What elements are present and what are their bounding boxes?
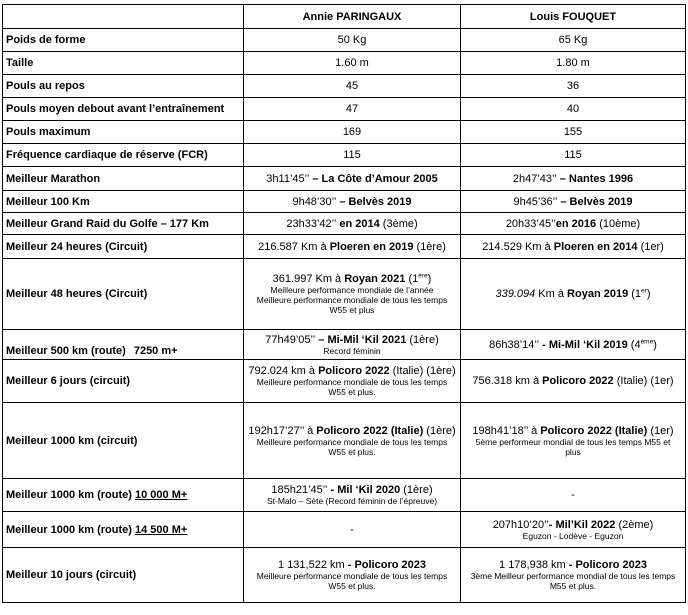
label-text: Meilleur 500 km (route)	[6, 345, 126, 357]
rank-close: )	[427, 273, 432, 285]
row-pouls-repos	[3, 75, 686, 98]
louis-value	[461, 235, 686, 259]
place: – Belvès 2019	[557, 195, 633, 208]
place: – Belvès 2019	[336, 195, 412, 208]
time: 185h21’45’’	[271, 484, 328, 496]
rank-sup: er	[641, 287, 647, 295]
louis-value	[461, 259, 686, 330]
annie-value	[244, 213, 461, 235]
louis-value	[461, 512, 686, 548]
year: en 2014	[336, 217, 380, 230]
distance: 339.094	[495, 288, 536, 300]
row-label	[3, 330, 244, 360]
rank-open: (1	[405, 273, 419, 285]
annie-value: 115	[244, 144, 461, 167]
row-marathon	[3, 167, 686, 191]
annie-value: 169	[244, 121, 461, 144]
annie-value: 45	[244, 75, 461, 98]
time: 86h38’14’’	[489, 338, 540, 351]
louis-value: 36	[461, 75, 686, 98]
place: Policoro 2022	[542, 375, 614, 387]
rank-sup: ème	[640, 337, 654, 345]
rank: (3ème)	[379, 217, 418, 230]
time: 2h47’43’’	[512, 172, 557, 185]
row-pouls-max	[3, 121, 686, 144]
row-label: Meilleur Marathon	[3, 167, 244, 191]
comparison-table	[2, 4, 686, 603]
row-taille	[3, 52, 686, 75]
louis-value: 155	[461, 121, 686, 144]
louis-value	[461, 213, 686, 235]
row-pouls-moyen	[3, 98, 686, 121]
unit: Km à	[535, 288, 568, 300]
note: W55 et plus.	[328, 446, 376, 457]
distance: 216.587 Km à	[258, 240, 330, 253]
time: 20h33’45’’	[505, 217, 556, 230]
event: - Policoro 2023	[344, 559, 426, 571]
row-grand-raid	[3, 213, 686, 235]
note: Meilleure performance mondiale de tous les temps	[256, 571, 448, 581]
louis-value: 115	[461, 144, 686, 167]
time: 9h48’30’’	[292, 195, 337, 208]
distance: 1 178,938 km	[499, 559, 566, 571]
distance: 1 131,522 km	[278, 559, 345, 571]
note: Meilleure performance mondiale de tous les temps	[256, 377, 448, 387]
rank: (1ère)	[400, 484, 433, 496]
note: plus	[565, 446, 581, 457]
louis-value: 1.80 m	[461, 52, 686, 75]
rank: (1ère)	[406, 333, 439, 346]
note: Meilleure performance mondiale de tous les temps	[256, 295, 448, 305]
label-suffix: (Circuit)	[105, 288, 148, 300]
place: Royan 2021	[344, 273, 406, 285]
mid: à	[528, 424, 541, 437]
louis-value: -	[461, 479, 686, 512]
label-text: Meilleur 1000 km (route)	[6, 523, 132, 536]
row-label: Pouls moyen debout avant l’entraînement	[3, 98, 244, 121]
label-suffix: 10 000 M+	[135, 489, 188, 501]
place: Policoro 2022	[318, 365, 390, 377]
rank: (1ère)	[413, 240, 446, 253]
rest: (Italie) (1ère)	[389, 365, 456, 377]
label-suffix: 7250 m+	[133, 345, 178, 357]
louis-value: 40	[461, 98, 686, 121]
annie-value	[244, 548, 461, 603]
annie-value: -	[244, 512, 461, 548]
mid: à	[304, 424, 317, 437]
rank-close: )	[653, 338, 657, 351]
time: 192h17’27’’	[248, 424, 305, 437]
event: - Policoro 2023	[565, 559, 647, 571]
time: 198h41’18’’	[472, 424, 529, 437]
note: 5ème performeur mondial de tous les temps M55 et	[475, 436, 671, 447]
time: 9h45’36’’	[513, 195, 558, 208]
row-48h	[3, 259, 686, 330]
louis-value	[461, 330, 686, 360]
row-10-jours	[3, 548, 686, 603]
header-row	[3, 5, 686, 29]
row-fcr	[3, 144, 686, 167]
row-label: Taille	[3, 52, 244, 75]
rank: (1ère)	[423, 424, 456, 437]
note: W55 et plus	[329, 305, 375, 315]
row-label: Poids de forme	[3, 29, 244, 52]
louis-value	[461, 360, 686, 403]
row-label: Meilleur Grand Raid du Golfe – 177 Km	[3, 213, 244, 235]
header-empty-cell	[3, 5, 244, 29]
note: Meilleure performance mondiale de l’année	[270, 285, 434, 295]
note: St-Malo – Sète (Record féminin de l’épreuve)	[266, 496, 438, 506]
header-annie: Annie PARINGAUX	[244, 5, 461, 29]
row-label	[3, 512, 244, 548]
annie-value	[244, 360, 461, 403]
place: Ploeren en 2019	[329, 240, 414, 253]
louis-value	[461, 167, 686, 191]
rank: (10ème)	[596, 217, 641, 230]
annie-value	[244, 259, 461, 330]
row-label: Meilleur 10 jours (circuit)	[3, 548, 244, 603]
distance: 756.318 km à	[472, 375, 543, 387]
annie-value	[244, 235, 461, 259]
row-label: Pouls au repos	[3, 75, 244, 98]
note: M55 et plus.	[549, 581, 597, 591]
year: en 2016	[555, 217, 597, 230]
place: Policoro 2022 (Italie)	[540, 424, 648, 437]
place: – Nantes 1996	[556, 172, 634, 185]
event: - Mil’Kil 2022	[548, 518, 616, 531]
rank: (1er)	[647, 424, 674, 437]
louis-value	[461, 403, 686, 479]
event: - Mil ‘Kil 2020	[327, 484, 401, 496]
note: Eguzon - Lodève - Eguzon	[522, 530, 624, 541]
note: 3ème Meilleur performance mondial de tous les temps	[470, 571, 676, 581]
event: - Mi-Mil ‘Kil 2019	[539, 338, 628, 351]
rank-sup: ère	[418, 272, 428, 280]
rest: (Italie) (1er)	[613, 375, 674, 387]
row-1000km-route-14500	[3, 512, 686, 548]
place: Royan 2019	[567, 288, 629, 300]
place: – La Côte d’Amour 2005	[309, 172, 438, 185]
annie-value	[244, 330, 461, 360]
label-suffix: 14 500 M+	[135, 523, 188, 536]
time: 23h33’42’’	[286, 217, 337, 230]
row-label: Meilleur 6 jours (circuit)	[3, 360, 244, 403]
annie-value	[244, 191, 461, 213]
rank-close: )	[646, 288, 651, 300]
rank-open: (1	[628, 288, 642, 300]
distance: 361.997 Km à	[272, 273, 345, 285]
label-text: Meilleur 48 heures	[6, 288, 102, 300]
row-label: Fréquence cardiaque de réserve (FCR)	[3, 144, 244, 167]
note: W55 et plus.	[328, 581, 376, 591]
row-1000km-circuit	[3, 403, 686, 479]
annie-value: 47	[244, 98, 461, 121]
annie-value	[244, 403, 461, 479]
row-label: Meilleur 1000 km (circuit)	[3, 403, 244, 479]
label-text: Meilleur 24 heures	[6, 240, 102, 253]
label-text: Meilleur 1000 km (route)	[6, 489, 132, 501]
row-label: Pouls maximum	[3, 121, 244, 144]
distance: 214.529 Km à	[482, 240, 554, 253]
row-24h	[3, 235, 686, 259]
rank-open: (4	[627, 338, 641, 351]
row-label: Meilleur 100 Km	[3, 191, 244, 213]
note: Meilleure performance mondiale de tous les temps	[256, 436, 448, 447]
annie-value	[244, 479, 461, 512]
time: 77h49’05’’	[265, 333, 316, 346]
louis-value	[461, 191, 686, 213]
row-label	[3, 479, 244, 512]
time: 207h10’20’’	[492, 518, 549, 531]
row-label	[3, 235, 244, 259]
place: Ploeren en 2014	[553, 240, 638, 253]
time: 3h11’45’’	[266, 172, 310, 185]
rank: (1er)	[637, 240, 664, 253]
louis-value	[461, 548, 686, 603]
annie-value: 1.60 m	[244, 52, 461, 75]
label-suffix: (Circuit)	[105, 240, 148, 253]
row-poids	[3, 29, 686, 52]
row-500km	[3, 330, 686, 360]
louis-value: 65 Kg	[461, 29, 686, 52]
row-label	[3, 259, 244, 330]
note: W55 et plus.	[328, 387, 376, 397]
distance: 792.024 km à	[248, 365, 319, 377]
annie-value: 50 Kg	[244, 29, 461, 52]
row-100km	[3, 191, 686, 213]
note: Record féminin	[323, 345, 381, 356]
row-6-jours	[3, 360, 686, 403]
event: – Mi-Mil ‘Kil 2021	[315, 333, 407, 346]
rank: (2ème)	[615, 518, 654, 531]
annie-value	[244, 167, 461, 191]
header-louis: Louis FOUQUET	[461, 5, 686, 29]
place: Policoro 2022 (Italie)	[316, 424, 424, 437]
row-1000km-route-10000	[3, 479, 686, 512]
